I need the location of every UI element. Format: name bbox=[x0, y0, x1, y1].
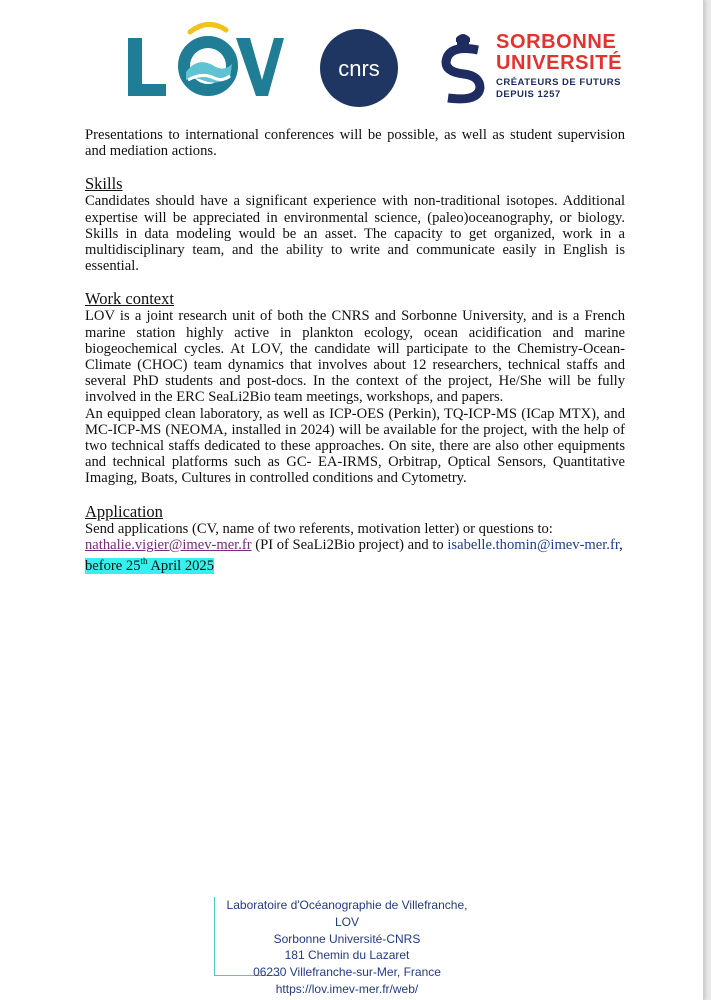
sorbonne-line2: UNIVERSITÉ bbox=[496, 52, 623, 74]
email-link-nathalie[interactable]: nathalie.vigier@imev-mer.fr bbox=[85, 536, 252, 553]
footer-vertical-line bbox=[214, 897, 215, 975]
sorbonne-since: DEPUIS 1257 bbox=[496, 89, 561, 100]
lov-logo bbox=[122, 14, 284, 104]
deadline-after: April 2025 bbox=[147, 557, 215, 574]
cnrs-logo bbox=[318, 28, 400, 108]
footer-street: 181 Chemin du Lazaret bbox=[284, 948, 410, 963]
cnrs-logo-text: cnrs bbox=[338, 56, 380, 81]
intro-paragraph: Presentations to international conferences will be possible, as well as student supervision and mediation actions. bbox=[85, 127, 625, 160]
contact-mid-text: (PI of SeaLi2Bio project) and to bbox=[251, 536, 448, 553]
footer-text bbox=[220, 897, 474, 998]
work-context-paragraph-1: LOV is a joint research unit of both the CNRS and Sorbonne University, and is a French marine station highly active in plankton ecology, ocean acidification and marine biogeochemical cycles. At LOV, the candidate will participate to the Chemistry-Ocean-Climate (CHOC) team dynamics that involves about 12 researchers, technical staffs and several PhD students and post-docs. In the context of the project, He/She will be fully involved in the ERC SeaLi2Bio team meetings, workshops, and papers. bbox=[85, 308, 625, 406]
sorbonne-wordmark bbox=[496, 32, 636, 101]
email-link-isabelle[interactable]: isabelle.thomin@imev-mer.fr bbox=[447, 536, 620, 553]
sorbonne-tagline: CRÉATEURS DE FUTURS bbox=[496, 77, 621, 88]
footer-lab-name: Laboratoire d'Océanographie de Villefranche, LOV bbox=[226, 898, 468, 929]
work-context-heading: Work context bbox=[85, 289, 174, 309]
footer-address bbox=[214, 895, 474, 996]
deadline-highlight bbox=[85, 558, 214, 574]
application-instructions: Send applications (CV, name of two referents, motivation letter) or questions to: bbox=[85, 520, 553, 537]
deadline-before: before 25 bbox=[85, 557, 141, 574]
sorbonne-emblem bbox=[438, 28, 488, 104]
skills-paragraph: Candidates should have a significant experience with non-traditional isotopes. Additional expertise will be appreciated in environmental science, (paleo)oceanography, or biology. Skills in data modeling would be an asset. The capacity to get organized, work in a multidisciplinary team, and the ability to write and communicate easily in English is essential. bbox=[85, 193, 625, 275]
application-deadline-line bbox=[85, 553, 625, 574]
footer-website[interactable]: https://lov.imev-mer.fr/web/ bbox=[275, 981, 419, 996]
footer-institution: Sorbonne Université-CNRS bbox=[273, 931, 421, 946]
deadline-suffix: th bbox=[140, 556, 148, 567]
application-contacts bbox=[85, 537, 625, 553]
application-heading: Application bbox=[85, 501, 163, 521]
document-body bbox=[85, 127, 625, 574]
sorbonne-line1: SORBONNE bbox=[496, 31, 617, 53]
footer-city: 06230 Villefranche-sur-Mer, France bbox=[253, 965, 441, 980]
contact-comma: , bbox=[619, 536, 623, 553]
work-context-paragraph-2: An equipped clean laboratory, as well as ICP-OES (Perkin), TQ-ICP-MS (ICap MTX), and MC-ICP-MS (NEOMA, installed in 2024) will be available for the project, with the help of two technical staffs dedicated to these approaches. On site, there are also other equipments and technical platforms such as GC- EA-IRMS, Orbitrap, Optical Sensors, Quantitative Imaging, Boats, Cultures in controlled conditions and Cytometry. bbox=[85, 405, 625, 487]
skills-heading: Skills bbox=[85, 174, 123, 194]
header-logos bbox=[0, 0, 703, 120]
